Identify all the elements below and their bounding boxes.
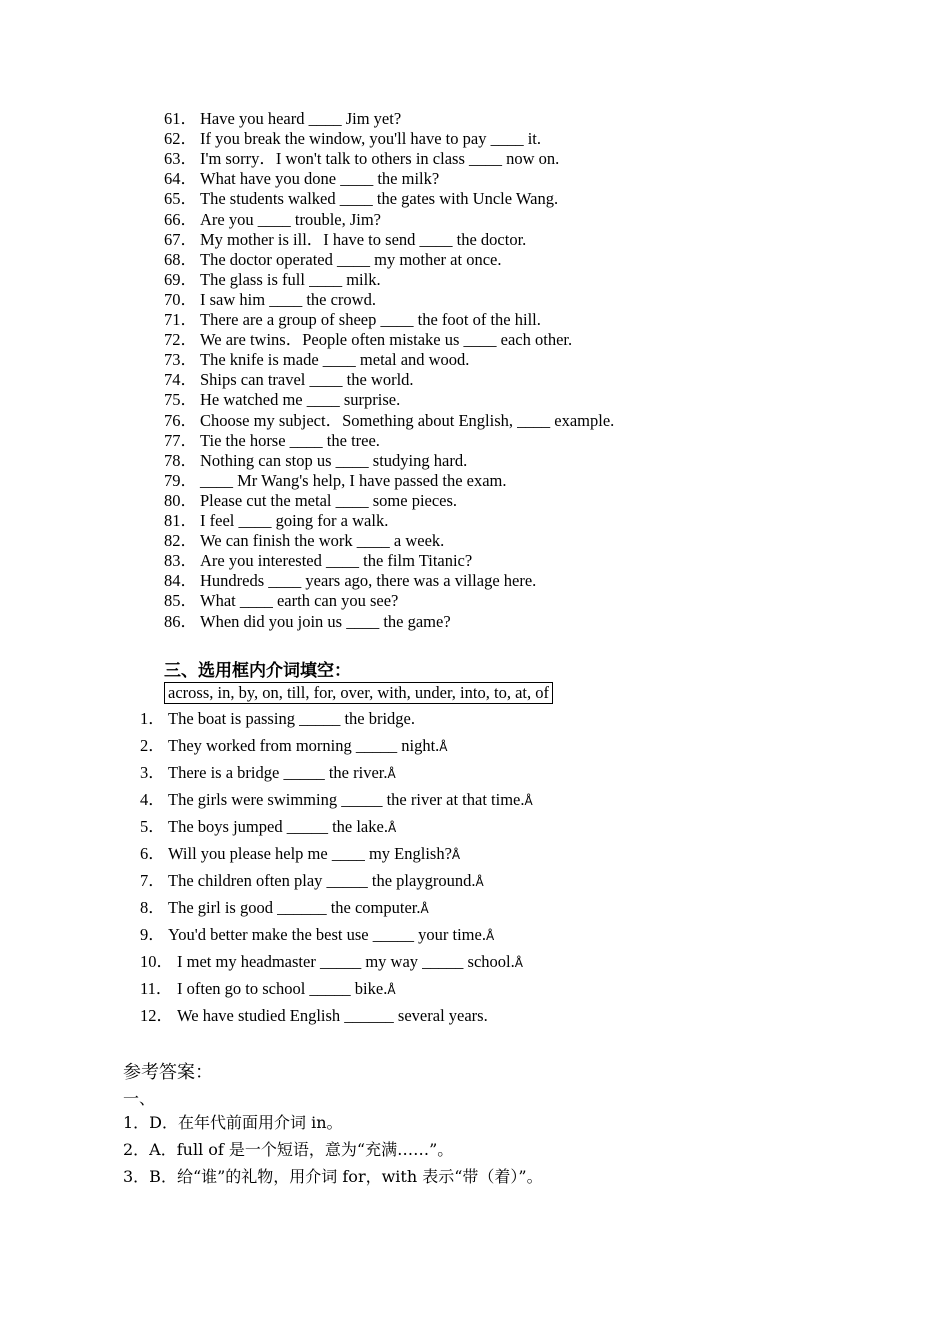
question-item bbox=[164, 270, 381, 290]
fill-blank-text: The children often play _____ the playground. bbox=[168, 871, 476, 890]
fill-blank-item bbox=[140, 978, 396, 1001]
question-text: ____ Mr Wang's help, I have passed the exam. bbox=[200, 470, 507, 490]
question-text: When did you join us ____ the game? bbox=[200, 611, 451, 631]
fill-blank-text: We have studied English ______ several years. bbox=[177, 1006, 488, 1025]
question-text: My mother is ill．I have to send ____ the doctor. bbox=[200, 229, 527, 249]
question-text: Are you ____ trouble, Jim? bbox=[200, 209, 382, 229]
fill-blank-item bbox=[140, 897, 429, 920]
question-number: 80． bbox=[164, 490, 197, 510]
fill-blank-text: I met my headmaster _____ my way _____ school. bbox=[177, 952, 515, 971]
question-item bbox=[164, 330, 572, 350]
question-number: 61． bbox=[164, 109, 197, 128]
question-number: 66． bbox=[164, 209, 197, 229]
question-item bbox=[164, 531, 444, 551]
question-item bbox=[164, 451, 467, 471]
question-item bbox=[164, 551, 472, 571]
stray-mark: Å bbox=[485, 929, 495, 943]
fill-blank-number: 12． bbox=[140, 1006, 173, 1025]
fill-blank-item bbox=[140, 924, 494, 947]
fill-blank-text: They worked from morning _____ night. bbox=[168, 736, 440, 755]
stray-mark: Å bbox=[439, 740, 448, 754]
question-text: The doctor operated ____ my mother at once. bbox=[200, 249, 502, 269]
question-text: Have you heard ____ Jim yet? bbox=[200, 109, 402, 128]
question-text: We can finish the work ____ a week. bbox=[200, 531, 445, 551]
question-text: What ____ earth can you see? bbox=[200, 591, 399, 611]
question-item bbox=[164, 370, 414, 390]
question-number: 85． bbox=[164, 591, 197, 611]
fill-blank-number: 4． bbox=[140, 790, 165, 809]
question-text: Are you interested ____ the film Titanic? bbox=[200, 551, 473, 571]
question-number: 82． bbox=[164, 531, 197, 551]
fill-blank-text: The boat is passing _____ the bridge. bbox=[168, 709, 416, 728]
question-item bbox=[164, 290, 376, 310]
fill-blank-text: The girl is good ______ the computer. bbox=[168, 898, 421, 917]
fill-blank-item bbox=[140, 762, 396, 785]
stray-mark: Å bbox=[387, 767, 396, 781]
question-number: 64． bbox=[164, 169, 197, 189]
question-item bbox=[164, 230, 526, 250]
question-number: 72． bbox=[164, 330, 197, 350]
fill-blank-number: 9． bbox=[140, 925, 165, 944]
fill-blank-number: 6． bbox=[140, 844, 165, 863]
question-text: There are a group of sheep ____ the foot of the hill. bbox=[200, 310, 541, 329]
question-number: 63． bbox=[164, 149, 197, 169]
question-text: Hundreds ____ years ago, there was a village here. bbox=[200, 571, 537, 591]
question-number: 84． bbox=[164, 571, 197, 591]
question-item bbox=[164, 149, 559, 169]
question-number: 71． bbox=[164, 310, 197, 329]
question-text: We are twins．People often mistake us ____ each other. bbox=[200, 330, 573, 350]
question-number: 67． bbox=[164, 229, 197, 249]
fill-blank-text: The boys jumped _____ the lake. bbox=[168, 817, 388, 836]
question-item bbox=[164, 109, 401, 129]
question-item bbox=[164, 169, 439, 189]
question-text: The glass is full ____ milk. bbox=[200, 269, 381, 289]
fill-blank-item bbox=[140, 951, 523, 974]
section-three-heading: 三、选用框内介词填空： bbox=[164, 661, 351, 681]
question-text: The knife is made ____ metal and wood. bbox=[200, 350, 470, 370]
answer-key-title: 参考答案： bbox=[123, 1062, 213, 1083]
question-item bbox=[164, 129, 541, 149]
question-text: Tie the horse ____ the tree. bbox=[200, 430, 380, 450]
question-number: 69． bbox=[164, 269, 197, 289]
question-item bbox=[164, 431, 380, 451]
question-number: 75． bbox=[164, 390, 197, 410]
fill-blank-number: 8． bbox=[140, 898, 165, 917]
stray-mark: Å bbox=[420, 902, 429, 916]
fill-blank-item bbox=[140, 789, 533, 812]
answer-item: 2．A．full of 是一个短语，意为“充满……”。 bbox=[123, 1140, 454, 1159]
stray-mark: Å bbox=[524, 794, 533, 808]
fill-blank-number: 10． bbox=[140, 952, 173, 971]
question-text: Choose my subject．Something about English, ____ example. bbox=[200, 410, 615, 430]
fill-blank-item bbox=[140, 870, 484, 893]
question-item bbox=[164, 250, 501, 270]
fill-blank-item bbox=[140, 708, 415, 731]
question-number: 79． bbox=[164, 470, 197, 490]
question-number: 81． bbox=[164, 511, 197, 530]
stray-mark: Å bbox=[514, 956, 523, 970]
fill-blank-text: Will you please help me ____ my English? bbox=[168, 844, 452, 863]
question-item bbox=[164, 591, 398, 611]
fill-blank-number: 11． bbox=[140, 979, 173, 998]
fill-blank-number: 5． bbox=[140, 817, 165, 836]
fill-blank-number: 1． bbox=[140, 709, 165, 728]
fill-blank-text: You'd better make the best use _____ your time. bbox=[168, 925, 486, 944]
question-text: I'm sorry．I won't talk to others in class ____ now on. bbox=[200, 149, 560, 169]
question-number: 70． bbox=[164, 289, 197, 309]
question-item bbox=[164, 310, 541, 330]
question-number: 73． bbox=[164, 350, 197, 370]
question-text: Ships can travel ____ the world. bbox=[200, 370, 414, 390]
question-item bbox=[164, 350, 469, 370]
fill-blank-number: 3． bbox=[140, 763, 165, 782]
question-number: 83． bbox=[164, 551, 197, 571]
question-item bbox=[164, 210, 381, 230]
preposition-word-box: across, in, by, on, till, for, over, with, under, into, to, at, of bbox=[164, 682, 553, 704]
question-text: If you break the window, you'll have to pay ____ it. bbox=[200, 129, 541, 149]
question-item bbox=[164, 189, 558, 209]
stray-mark: Å bbox=[475, 875, 484, 889]
question-number: 77． bbox=[164, 430, 197, 450]
question-item bbox=[164, 491, 457, 511]
fill-blank-item bbox=[140, 735, 448, 758]
question-item bbox=[164, 411, 614, 431]
stray-mark: Å bbox=[387, 983, 396, 997]
question-text: Nothing can stop us ____ studying hard. bbox=[200, 450, 468, 470]
question-item bbox=[164, 511, 388, 531]
question-number: 62． bbox=[164, 129, 197, 149]
fill-blank-item bbox=[140, 843, 460, 866]
stray-mark: Å bbox=[387, 821, 397, 835]
question-item bbox=[164, 471, 507, 491]
fill-blank-item bbox=[140, 816, 396, 839]
fill-blank-text: The girls were swimming _____ the river at that time. bbox=[168, 790, 525, 809]
answer-item: 3．B．给“谁”的礼物，用介词 for，with 表示“带（着）”。 bbox=[123, 1167, 543, 1186]
question-number: 74． bbox=[164, 370, 197, 390]
stray-mark: Å bbox=[451, 848, 461, 862]
question-number: 76． bbox=[164, 410, 197, 430]
question-text: What have you done ____ the milk? bbox=[200, 169, 440, 189]
fill-blank-item bbox=[140, 1005, 488, 1028]
question-number: 78． bbox=[164, 450, 197, 470]
question-item bbox=[164, 390, 400, 410]
question-item bbox=[164, 612, 451, 632]
answer-key-section-label: 一、 bbox=[123, 1089, 156, 1108]
question-number: 68． bbox=[164, 249, 197, 269]
fill-blank-text: There is a bridge _____ the river. bbox=[168, 763, 388, 782]
question-text: He watched me ____ surprise. bbox=[200, 390, 401, 410]
question-text: I feel ____ going for a walk. bbox=[200, 511, 389, 530]
question-number: 65． bbox=[164, 189, 197, 209]
question-text: The students walked ____ the gates with Uncle Wang. bbox=[200, 189, 559, 209]
question-text: I saw him ____ the crowd. bbox=[200, 289, 376, 309]
fill-blank-text: I often go to school _____ bike. bbox=[177, 979, 388, 998]
question-text: Please cut the metal ____ some pieces. bbox=[200, 490, 458, 510]
fill-blank-number: 7． bbox=[140, 871, 165, 890]
question-number: 86． bbox=[164, 611, 197, 631]
answer-item: 1．D．在年代前面用介词 in。 bbox=[123, 1113, 343, 1132]
fill-blank-number: 2． bbox=[140, 736, 165, 755]
question-item bbox=[164, 571, 536, 591]
